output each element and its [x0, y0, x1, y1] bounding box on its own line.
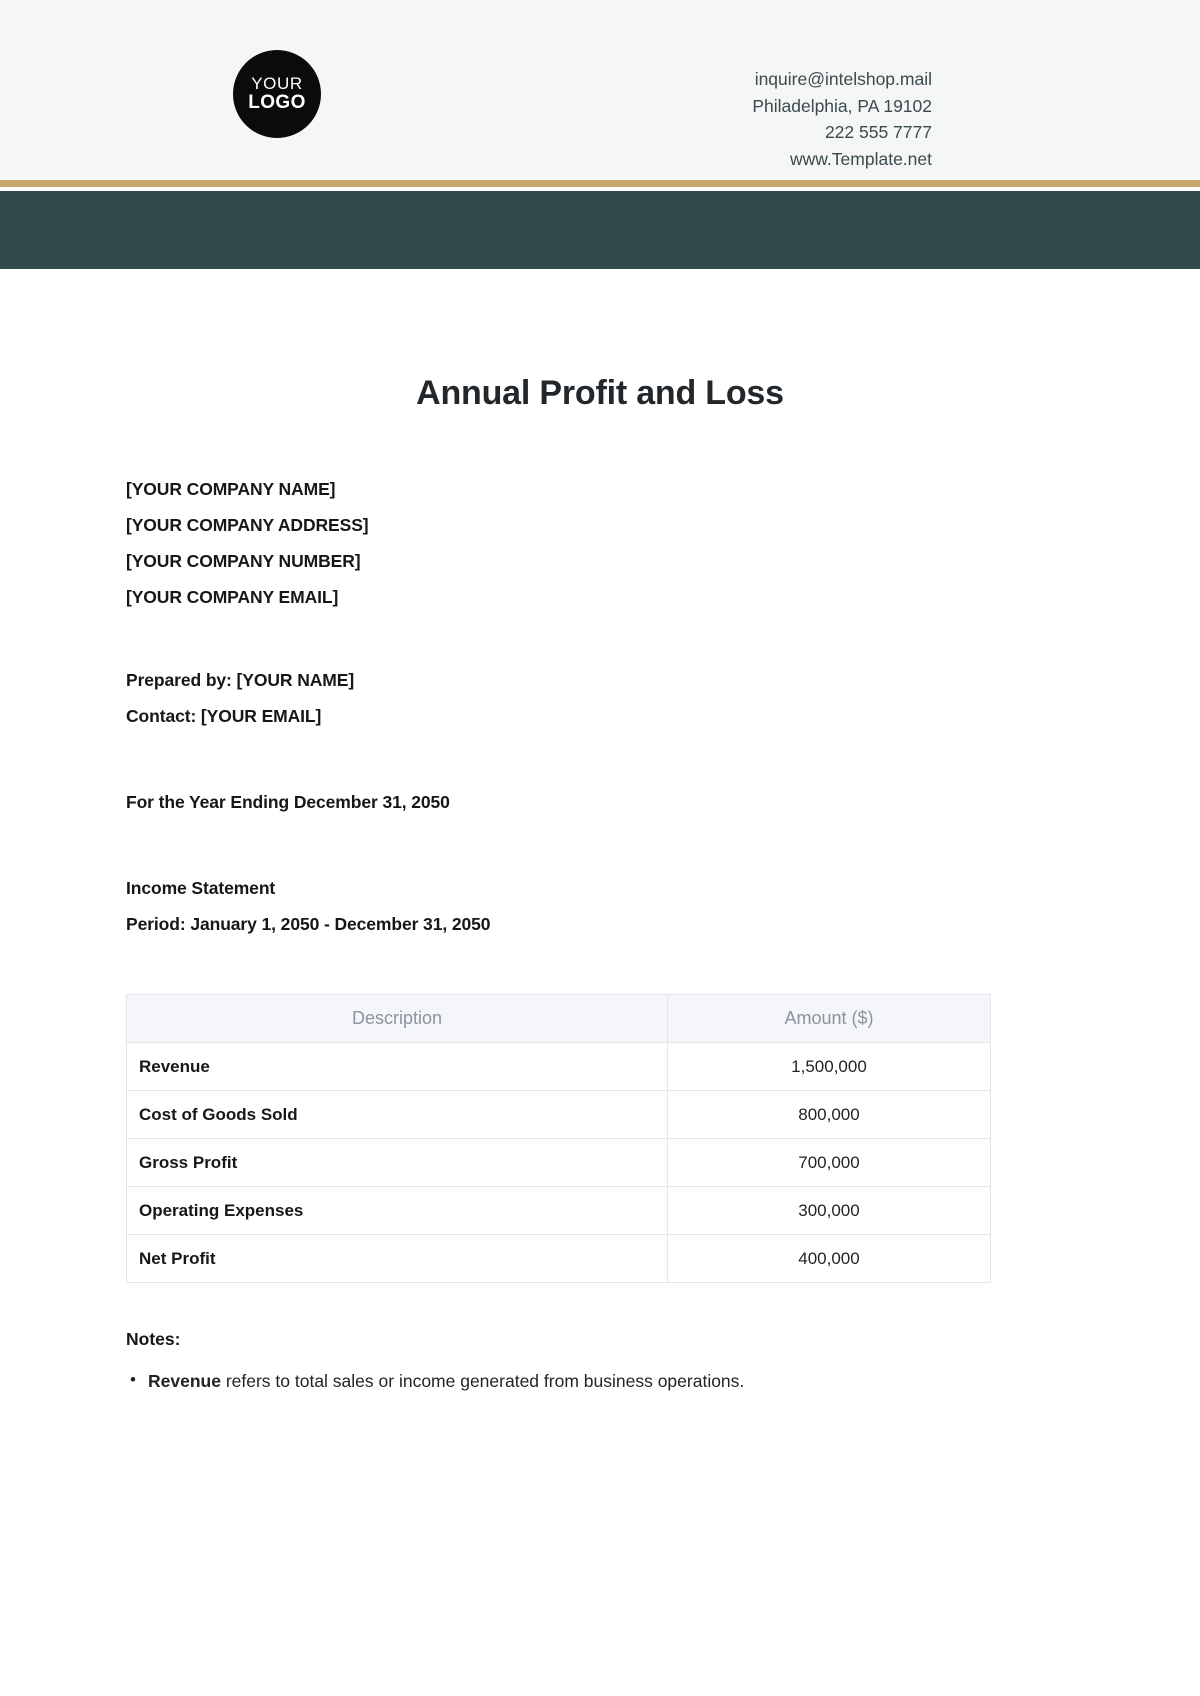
contact-info	[752, 66, 932, 172]
table-body	[127, 1043, 991, 1283]
logo-line-2: LOGO	[248, 91, 306, 113]
row-amount: 700,000	[668, 1139, 991, 1187]
row-amount: 800,000	[668, 1091, 991, 1139]
gold-divider	[0, 180, 1200, 187]
row-amount: 300,000	[668, 1187, 991, 1235]
prepared-block	[126, 662, 1074, 734]
table-header-row	[127, 995, 991, 1043]
dark-band	[0, 191, 1200, 269]
contact-email: inquire@intelshop.mail	[754, 69, 932, 89]
profit-loss-table	[126, 994, 991, 1283]
page-header	[0, 0, 1200, 180]
statement-period: Period: January 1, 2050 - December 31, 2050	[126, 914, 491, 935]
prepared-by: Prepared by: [YOUR NAME]	[126, 670, 355, 691]
company-block	[126, 471, 1074, 615]
column-header-description: Description	[127, 995, 668, 1043]
row-description: Cost of Goods Sold	[127, 1091, 668, 1139]
row-description: Gross Profit	[127, 1139, 668, 1187]
statement-block	[126, 870, 1074, 942]
list-item	[126, 1368, 1074, 1394]
company-address: [YOUR COMPANY ADDRESS]	[126, 515, 369, 536]
notes-list	[126, 1368, 1074, 1394]
notes-section	[126, 1329, 1074, 1394]
company-name: [YOUR COMPANY NAME]	[126, 479, 336, 499]
notes-title: Notes:	[126, 1329, 181, 1350]
contact-phone: 222 555 7777	[824, 122, 932, 143]
logo-line-1: YOUR	[251, 73, 303, 93]
contact-website: www.Template.net	[789, 148, 932, 169]
row-amount: 400,000	[668, 1235, 991, 1283]
row-description: Revenue	[127, 1043, 668, 1091]
year-ending: For the Year Ending December 31, 2050	[126, 792, 450, 813]
year-ending-block	[126, 784, 1074, 820]
table-row	[127, 1091, 991, 1139]
company-number: [YOUR COMPANY NUMBER]	[126, 551, 361, 572]
note-text: refers to total sales or income generated from business operations.	[220, 1371, 745, 1392]
income-statement-label: Income Statement	[126, 878, 276, 899]
prepared-contact: Contact: [YOUR EMAIL]	[126, 706, 322, 727]
company-email: [YOUR COMPANY EMAIL]	[126, 587, 339, 608]
note-lead: Revenue	[148, 1371, 221, 1392]
table-head	[127, 995, 991, 1043]
contact-address: Philadelphia, PA 19102	[752, 95, 932, 116]
table-row	[127, 1139, 991, 1187]
row-amount: 1,500,000	[668, 1043, 991, 1091]
logo-badge	[233, 50, 321, 138]
page-title: Annual Profit and Loss	[416, 374, 784, 412]
row-description: Operating Expenses	[127, 1187, 668, 1235]
table-row	[127, 1187, 991, 1235]
document-body	[0, 374, 1200, 1395]
row-description: Net Profit	[127, 1235, 668, 1283]
table-row	[127, 1235, 991, 1283]
table-row	[127, 1043, 991, 1091]
column-header-amount: Amount ($)	[668, 995, 991, 1043]
